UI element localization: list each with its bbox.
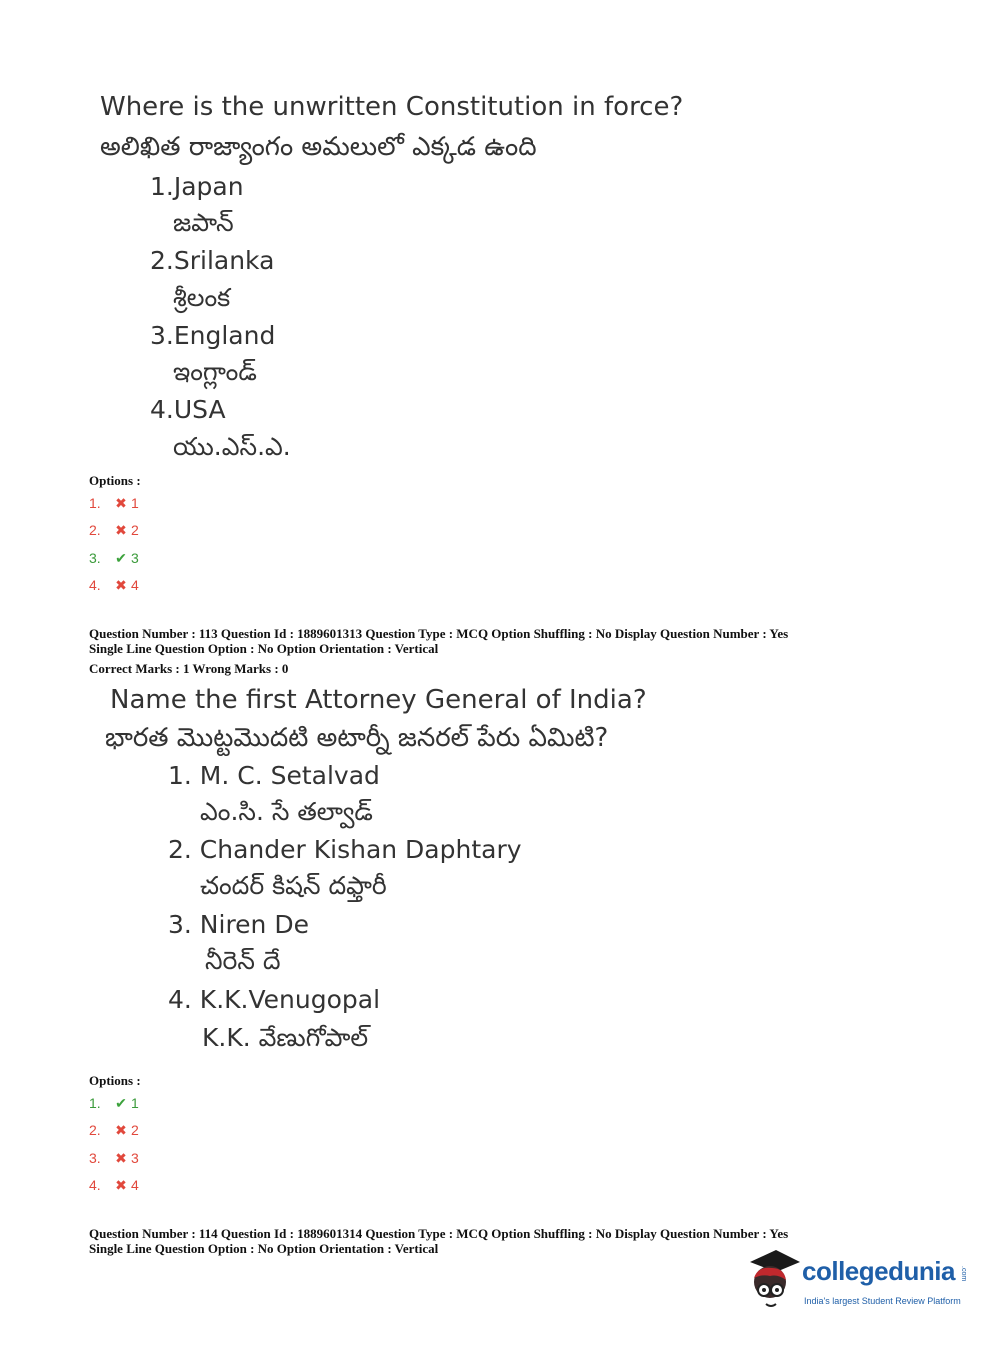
logo-text: collegedunia [802, 1256, 955, 1286]
answer-option [89, 1176, 139, 1194]
choice-te: ఎం.సి. సే తల్వాడ్ [200, 797, 373, 826]
choice-en: 2.Srilanka [150, 246, 275, 275]
answer-number: 2. [89, 1122, 101, 1138]
answer-value: 3 [131, 1150, 139, 1166]
answer-option [89, 521, 139, 539]
cross-icon: ✖ [115, 1176, 127, 1193]
answer-value: 2 [131, 522, 139, 538]
cross-icon: ✖ [115, 576, 127, 593]
cross-icon: ✖ [115, 1121, 127, 1138]
answer-value: 1 [131, 1095, 139, 1111]
answer-number: 2. [89, 522, 101, 538]
question-meta: Single Line Question Option : No Option Orientation : Vertical [89, 1241, 439, 1256]
answer-option [89, 549, 139, 567]
options-label: Options : [89, 1073, 141, 1088]
answer-number: 1. [89, 1095, 101, 1111]
options-label: Options : [89, 473, 141, 488]
answer-value: 4 [131, 577, 139, 593]
choice-en: 3. Niren De [168, 910, 309, 939]
answer-option [89, 1149, 139, 1167]
logo-suffix: .com [960, 1266, 967, 1282]
question-text-te: అలిఖిత రాజ్యాంగం అమలులో ఎక్కడ ఉంది [100, 132, 537, 162]
choice-te: నీరెన్ దే [205, 946, 281, 975]
answer-number: 4. [89, 1177, 101, 1193]
choice-en: 1. M. C. Setalvad [168, 761, 380, 790]
answer-value: 3 [131, 550, 139, 566]
check-icon: ✔ [115, 549, 127, 566]
choice-te: చందర్ కిషన్ దఫ్తారీ [200, 871, 387, 900]
mascot-icon [742, 1248, 802, 1316]
choice-en: 4.USA [150, 395, 226, 424]
answer-value: 4 [131, 1177, 139, 1193]
answer-value: 2 [131, 1122, 139, 1138]
choice-en: 1.Japan [150, 172, 244, 201]
choice-en: 3.England [150, 321, 276, 350]
cross-icon: ✖ [115, 494, 127, 511]
logo-tagline: India's largest Student Review Platform [804, 1296, 961, 1306]
choice-te: జపాన్ [173, 208, 234, 237]
answer-option [89, 1094, 139, 1112]
answer-option [89, 494, 139, 512]
question-text-en: Name the first Attorney General of India? [110, 685, 647, 715]
question-meta: Question Number : 114 Question Id : 1889601314 Question Type : MCQ Option Shuffling : No Display Question Number : Yes [89, 1226, 789, 1241]
choice-en: 2. Chander Kishan Daphtary [168, 835, 522, 864]
answer-option [89, 576, 139, 594]
question-marks: Correct Marks : 1 Wrong Marks : 0 [89, 661, 289, 676]
choice-te: K.K. వేణుగోపాల్ [202, 1023, 369, 1052]
choice-en: 4. K.K.Venugopal [168, 985, 381, 1014]
choice-te: శ్రీలంక [173, 283, 231, 312]
cross-icon: ✖ [115, 1149, 127, 1166]
choice-te: ఇంగ్లాండ్ [173, 357, 257, 386]
answer-option [89, 1121, 139, 1139]
question-meta: Question Number : 113 Question Id : 1889601313 Question Type : MCQ Option Shuffling : No Display Question Number : Yes [89, 626, 789, 641]
check-icon: ✔ [115, 1094, 127, 1111]
question-meta: Single Line Question Option : No Option Orientation : Vertical [89, 641, 439, 656]
answer-value: 1 [131, 495, 139, 511]
answer-number: 3. [89, 550, 101, 566]
answer-number: 3. [89, 1150, 101, 1166]
question-text-en: Where is the unwritten Constitution in force? [100, 92, 684, 122]
answer-number: 1. [89, 495, 101, 511]
answer-number: 4. [89, 577, 101, 593]
question-text-te: భారత మొట్టమొదటి అటార్నీ జనరల్ పేరు ఏమిటి? [105, 723, 609, 753]
choice-te: యు.ఎస్.ఎ. [173, 432, 291, 461]
collegedunia-logo [742, 1248, 972, 1316]
cross-icon: ✖ [115, 521, 127, 538]
